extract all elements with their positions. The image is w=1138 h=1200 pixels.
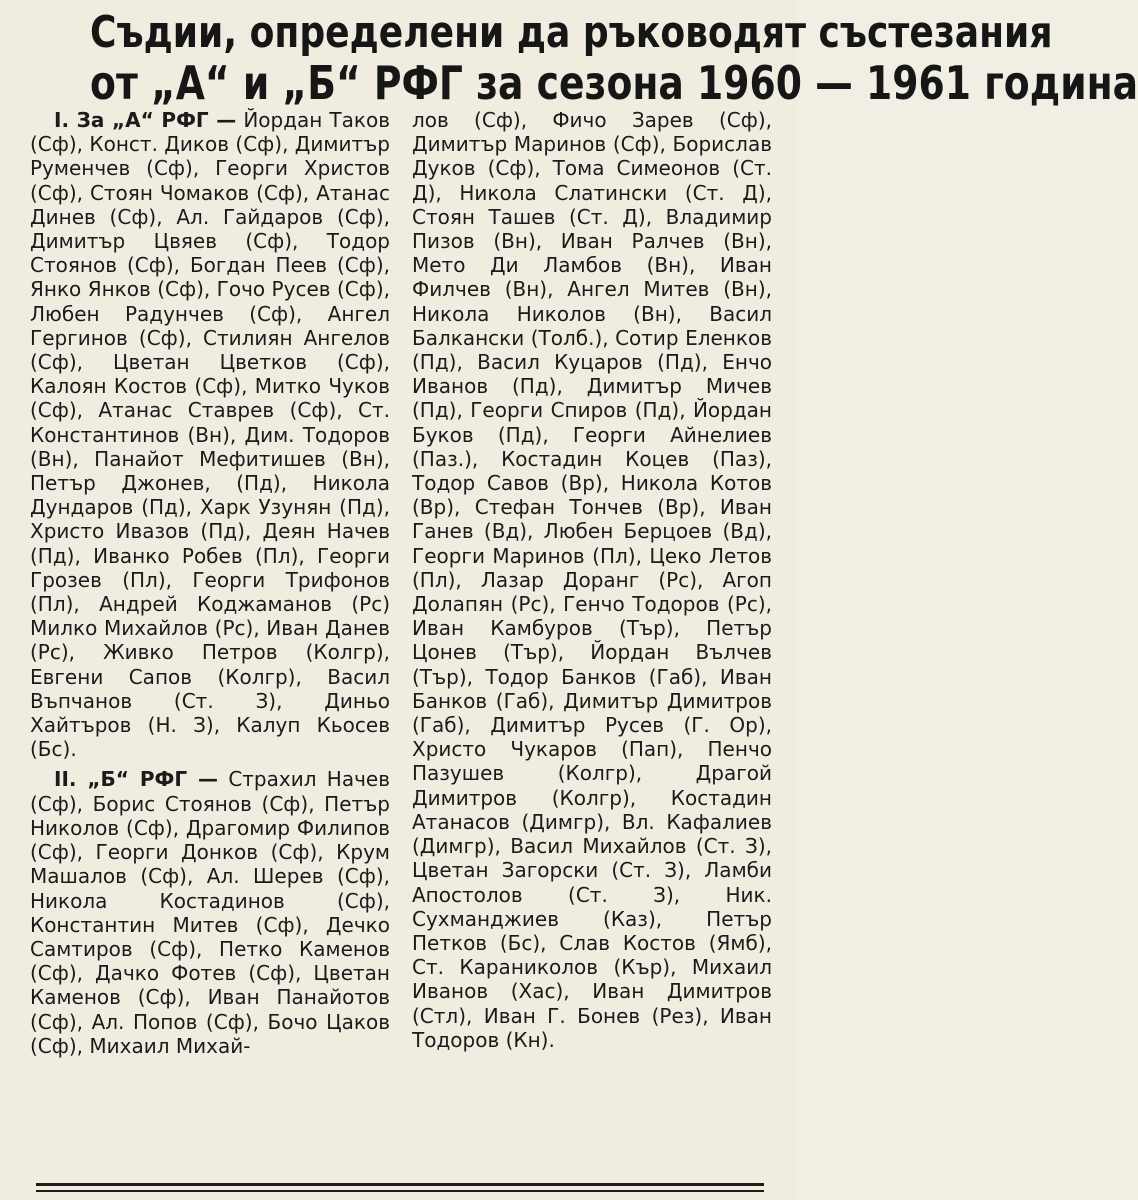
headline-line-2: от „А“ и „Б“ РФГ за сезона 1960 — 1961 година [90, 56, 1138, 110]
bottom-rule [36, 1183, 764, 1186]
section-1-text: Йордан Таков (Сф), Конст. Диков (Сф), Димитър Руменчев (Сф), Георги Христов (Сф), Стоян Чомаков (Сф), Атанас Динев (Сф), Ал. Гайдаров (Сф), Димитър Цвяев (Сф), Тодор Стоянов (Сф), Богдан Пеев (Сф), Янко Янков (Сф), Гочо Русев (Сф), Любен Радунчев (Сф), Ангел Гергинов (Сф), Стилиян Ангелов (Сф), Цветан Цветков (Сф), Калоян Костов (Сф), Митко Чуков (Сф), Атанас Ставрев (Сф), Ст. Константинов (Вн), Дим. Тодоров (Вн), Панайот Мефитишев (Вн), Петър Джонев, (Пд), Никола Дундаров (Пд), Харк Узунян (Пд), Христо Ивазов (Пд), Деян Начев (Пд), Иванко Робев (Пл), Георги Грозев (Пл), Георги Трифонов (Пл), Андрей Коджаманов (Рс) Милко Михайлов (Рс), Иван Данев (Рс), Живко Петров (Колгр), Евгени Сапов (Колгр), Васил Въпчанов (Ст. З), Диньо Хайтъров (Н. З), Калуп Кьосев (Бс). [30, 108, 390, 762]
section-2-continuation [412, 108, 772, 1052]
section-2-lead: II. „Б“ РФГ — [54, 767, 218, 792]
section-2-paragraph [30, 767, 390, 1057]
right-column [412, 108, 772, 1168]
left-column [30, 108, 390, 1168]
headline-line-1: Съдии, определени да ръководят състезания [90, 7, 1053, 58]
section-2-text-right: лов (Сф), Фичо Зарев (Сф), Димитър Маринов (Сф), Борислав Дуков (Сф), Тома Симеонов (Ст. Д), Никола Слатински (Ст. Д), Стоян Ташев (Ст. Д), Владимир Пизов (Вн), Иван Ралчев (Вн), Мето Ди Ламбов (Вн), Иван Филчев (Вн), Ангел Митев (Вн), Никола Николов (Вн), Васил Балкански (Толб.), Сотир Еленков (Пд), Васил Куцаров (Пд), Енчо Иванов (Пд), Димитър Мичев (Пд), Георги Спиров (Пд), Йордан Буков (Пд), Георги Айнелиев (Паз.), Костадин Коцев (Паз), Тодор Савов (Вр), Никола Котов (Вр), Стефан Тончев (Вр), Иван Ганев (Вд), Любен Берцоев (Вд), Георги Маринов (Пл), Цеко Летов (Пл), Лазар Доранг (Рс), Агоп Долапян (Рс), Генчо Тодоров (Рс), Иван Камбуров (Тър), Петър Цонев (Тър), Йордан Вълчев (Тър), Тодор Банков (Габ), Иван Банков (Габ), Димитър Димитров (Габ), Димитър Русев (Г. Ор), Христо Чукаров (Пап), Пенчо Пазушев (Колгр), Драгой Димитров (Колгр), Костадин Атанасов (Димгр), Вл. Кафалиев (Димгр), Васил Михайлов (Ст. З), Цветан Загорски (Ст. З), Ламби Апостолов (Ст. З), Ник. Сухманджиев (Каз), Петър Петков (Бс), Слав Костов (Ямб), Ст. Караниколов (Кър), Михаил Иванов (Хас), Иван Димитров (Стл), Иван Г. Бонев (Рез), Иван Тодоров (Кн). [412, 108, 772, 1052]
section-1-paragraph [30, 108, 390, 761]
section-1-lead: I. За „А“ РФГ — [54, 108, 237, 132]
section-2-text-left: Страхил Начев (Сф), Борис Стоянов (Сф), Петър Николов (Сф), Драгомир Филипов (Сф), Георги Донков (Сф), Крум Машалов (Сф), Ал. Шерев (Сф), Никола Костадинов (Сф), Константин Митев (Сф), Дечко Самтиров (Сф), Петко Каменов (Сф), Дачко Фотев (Сф), Цветан Каменов (Сф), Иван Панайотов (Сф), Ал. Попов (Сф), Бочо Цаков (Сф), Михаил Михай- [30, 767, 391, 1058]
article-headline [90, 7, 1138, 110]
bottom-rule-thin [36, 1190, 764, 1192]
